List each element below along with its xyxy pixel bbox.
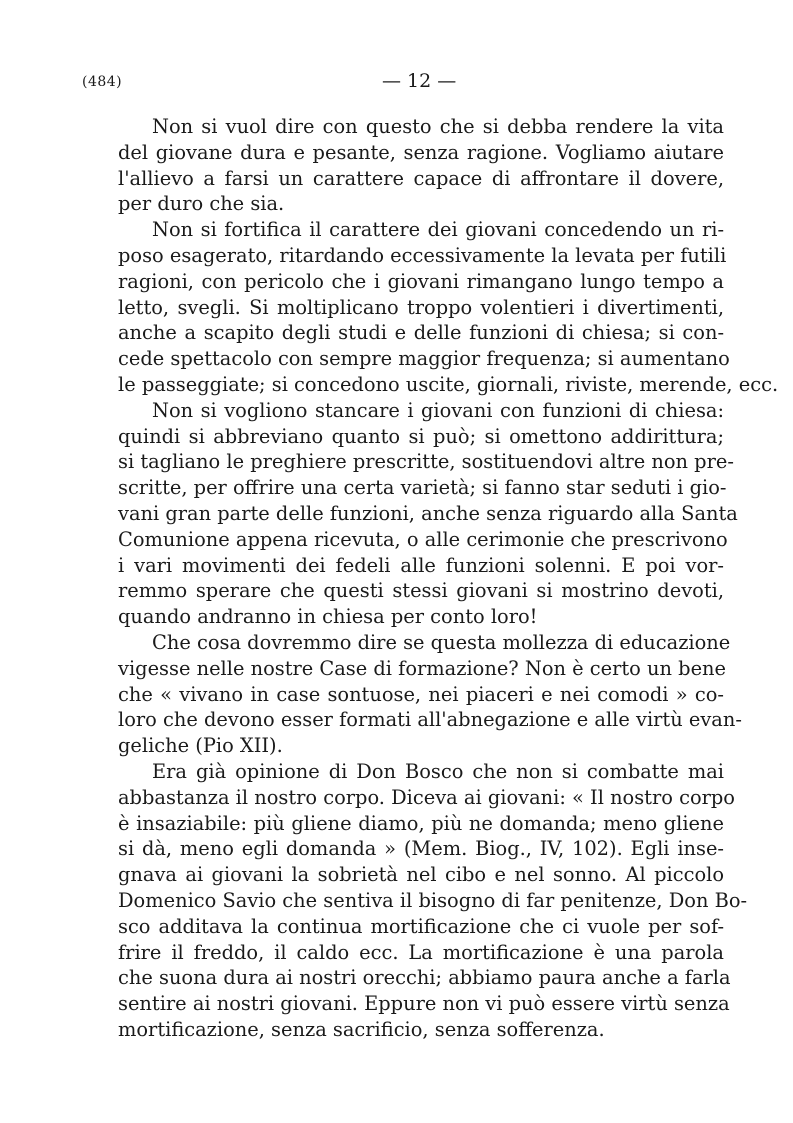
text-line: è insaziabile: più gliene diamo, più ne domanda; meno gliene — [118, 811, 724, 835]
text-line: scritte, per offrire una certa varietà; si fanno star seduti i gio- — [118, 476, 727, 500]
text-line: per duro che sia. — [118, 192, 285, 216]
body-text — [84, 114, 779, 1043]
text-line: quando andranno in chiesa per conto loro! — [118, 605, 538, 629]
text-line: sentire ai nostri giovani. Eppure non vi può essere virtù senza — [118, 992, 730, 1016]
text-line: sco additava la continua mortificazione che ci vuole per sof- — [118, 914, 724, 938]
text-line: mortificazione, senza sacrificio, senza sofferenza. — [118, 1017, 605, 1041]
paragraph-1 — [84, 114, 724, 217]
text-line: ragioni, con pericolo che i giovani rimangano lungo tempo a — [118, 269, 724, 293]
text-line: remmo sperare che questi stessi giovani si mostrino devoti, — [118, 579, 724, 603]
text-line: i vari movimenti dei fedeli alle funzioni solenni. E poi vor- — [118, 553, 724, 577]
text-line: poso esagerato, ritardando eccessivamente la levata per futili — [118, 243, 727, 267]
text-line: vani gran parte delle funzioni, anche senza riguardo alla Santa — [118, 501, 738, 525]
paragraph-4 — [84, 630, 742, 759]
text-line: le passeggiate; si concedono uscite, giornali, riviste, merende, ecc. — [118, 372, 779, 396]
text-line: abbastanza il nostro corpo. Diceva ai giovani: « Il nostro corpo — [118, 785, 735, 809]
text-line: del giovane dura e pesante, senza ragione. Vogliamo aiutare — [118, 140, 724, 164]
text-line: loro che devono esser formati all'abnegazione e alle virtù evan- — [118, 708, 742, 732]
text-line: vigesse nelle nostre Case di formazione? Non è certo un bene — [118, 656, 727, 680]
text-line: gnava ai giovani la sobrietà nel cibo e nel sonno. Al piccolo — [118, 863, 724, 887]
text-line: si dà, meno egli domanda » (Mem. Biog., IV, 102). Egli inse- — [118, 837, 724, 861]
text-line: Non si fortifica il carattere dei giovani concedendo un ri- — [152, 218, 724, 242]
text-line: che « vivano in case sontuose, nei piaceri e nei comodi » co- — [118, 682, 724, 706]
text-line: Non si vogliono stancare i giovani con funzioni di chiesa: — [152, 398, 724, 422]
text-line: frire il freddo, il caldo ecc. La mortificazione è una parola — [118, 940, 724, 964]
paragraph-2 — [84, 217, 779, 398]
text-line: letto, svegli. Si moltiplicano troppo volentieri i divertimenti, — [118, 295, 724, 319]
paragraph-3 — [84, 398, 738, 630]
text-line: cede spettacolo con sempre maggior frequenza; si aumentano — [118, 347, 730, 371]
text-line: Non si vuol dire con questo che si debba rendere la vita — [152, 115, 724, 138]
text-line: quindi si abbreviano quanto si può; si omettono addirittura; — [118, 424, 724, 448]
page-number: — 12 — — [382, 70, 457, 92]
text-line: anche a scapito degli studi e delle funzioni di chiesa; si con- — [118, 321, 724, 345]
text-line: l'allievo a farsi un carattere capace di affrontare il dovere, — [118, 166, 724, 190]
text-line: Comunione appena ricevuta, o alle cerimonie che prescrivono — [118, 527, 728, 551]
paragraph-5 — [84, 759, 748, 1043]
text-line: Che cosa dovremmo dire se questa mollezza di educazione — [152, 630, 731, 654]
text-line: che suona dura ai nostri orecchi; abbiamo paura anche a farla — [118, 966, 731, 990]
page-code: (484) — [82, 74, 123, 90]
page-header — [82, 70, 722, 100]
text-line: si tagliano le preghiere prescritte, sostituendovi altre non pre- — [118, 450, 734, 474]
text-line: Era già opinione di Don Bosco che non si combatte mai — [152, 759, 724, 783]
text-line: geliche (Pio XII). — [118, 734, 283, 758]
text-line: Domenico Savio che sentiva il bisogno di far penitenze, Don Bo- — [118, 888, 748, 912]
